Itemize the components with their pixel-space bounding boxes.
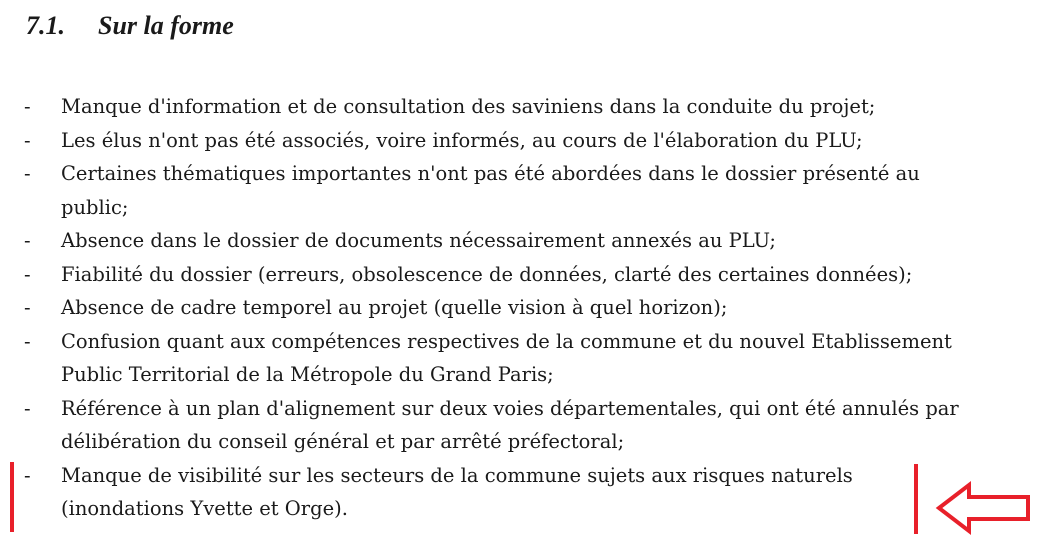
bullet-dash: - bbox=[24, 95, 31, 118]
item-line: Fiabilité du dossier (erreurs, obsolescence de données, clarté des certaines données); bbox=[61, 262, 913, 286]
item-line: Manque d'information et de consultation des saviniens dans la conduite du projet; bbox=[61, 95, 876, 118]
item-line: Certaines thématiques importantes n'ont pas été abordées dans le dossier présenté au bbox=[61, 162, 920, 185]
item-line: Public Territorial de la Métropole du Grand Paris; bbox=[61, 363, 554, 386]
list-item-highlighted bbox=[0, 459, 1039, 526]
item-line: Absence de cadre temporel au projet (quelle vision à quel horizon); bbox=[61, 296, 728, 319]
bullet-list bbox=[0, 90, 1039, 526]
bullet-dash: - bbox=[24, 329, 31, 353]
bullet-dash: - bbox=[24, 229, 31, 252]
left-highlight-bar bbox=[10, 462, 14, 532]
list-item bbox=[0, 392, 1039, 459]
bullet-dash: - bbox=[24, 262, 31, 286]
item-line: (inondations Yvette et Orge). bbox=[61, 497, 348, 520]
list-item bbox=[0, 124, 1039, 158]
bullet-dash: - bbox=[24, 296, 31, 319]
list-item bbox=[0, 90, 1039, 124]
section-heading bbox=[26, 8, 234, 44]
bullet-dash: - bbox=[24, 463, 31, 487]
section-number: 7.1. bbox=[26, 11, 65, 40]
right-highlight-bar bbox=[914, 464, 918, 534]
item-line: Confusion quant aux compétences respectives de la commune et du nouvel Etablissement bbox=[61, 329, 952, 353]
list-item bbox=[0, 224, 1039, 258]
list-item bbox=[0, 325, 1039, 392]
left-arrow-outline-icon bbox=[935, 480, 1033, 536]
item-line: délibération du conseil général et par arrêté préfectoral; bbox=[61, 430, 625, 453]
item-line: Référence à un plan d'alignement sur deux voies départementales, qui ont été annulés par bbox=[61, 396, 959, 420]
item-line: Absence dans le dossier de documents nécessairement annexés au PLU; bbox=[61, 229, 776, 252]
bullet-dash: - bbox=[24, 162, 31, 185]
section-title: Sur la forme bbox=[98, 11, 234, 40]
item-line: public; bbox=[61, 195, 129, 219]
list-item bbox=[0, 157, 1039, 224]
list-item bbox=[0, 291, 1039, 325]
item-line: Les élus n'ont pas été associés, voire informés, au cours de l'élaboration du PLU; bbox=[61, 128, 863, 152]
item-line: Manque de visibilité sur les secteurs de la commune sujets aux risques naturels bbox=[61, 463, 853, 487]
bullet-dash: - bbox=[24, 128, 31, 152]
bullet-dash: - bbox=[24, 396, 31, 420]
list-item bbox=[0, 258, 1039, 292]
